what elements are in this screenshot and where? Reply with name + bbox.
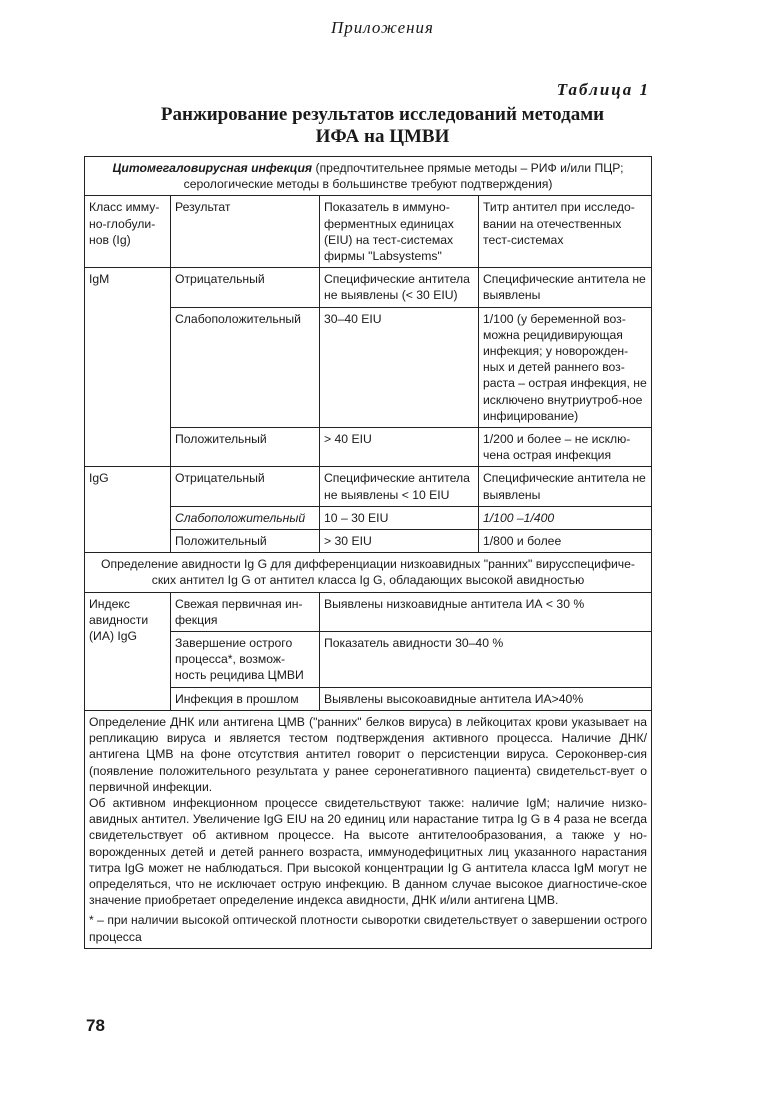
igm-result-2: Слабоположительный bbox=[171, 307, 320, 427]
igg-titer-3: 1/800 и более bbox=[479, 530, 652, 553]
igg-result-2: Слабоположительный bbox=[171, 506, 320, 529]
avidity-value-1: Выявлены низкоавидные антитела ИА < 30 % bbox=[320, 592, 652, 631]
running-head: Приложения bbox=[331, 18, 434, 37]
footnote: * – при наличии высокой оптической плотности сыворотки свидетельствует о завершении острого процесса bbox=[89, 913, 648, 944]
avidity-caption: Определение авидности Ig G для дифференциации низкоавидных "ранних" вирусспецифиче-ских антител Ig G от антител класса Ig G, обладающих высокой авидностью bbox=[85, 553, 652, 592]
cmv-results-table bbox=[84, 156, 652, 949]
igm-eiu-2: 30–40 EIU bbox=[320, 307, 479, 427]
igm-result-3: Положительный bbox=[171, 428, 320, 467]
igg-titer-1: Специфические антитела не выявлены bbox=[479, 467, 652, 506]
table-caption-row bbox=[85, 157, 652, 196]
table-row bbox=[85, 632, 652, 688]
avidity-state-1: Свежая первичная ин-фекция bbox=[171, 592, 320, 631]
avidity-value-3: Выявлены высокоавидные антитела ИА>40% bbox=[320, 687, 652, 710]
page-number: 78 bbox=[86, 1016, 105, 1035]
table-row bbox=[85, 307, 652, 427]
caption-rest: (предпочтительнее прямые методы – РИФ и/или ПЦР; серологические методы в большинстве требуют подтверждения) bbox=[183, 161, 624, 192]
table-title-line-1: Ранжирование результатов исследований методами bbox=[160, 104, 605, 125]
caption-bold: Цитомегаловирусная инфекция bbox=[112, 161, 313, 175]
table-caption bbox=[85, 157, 652, 196]
table-row bbox=[85, 530, 652, 553]
table-notes bbox=[85, 710, 652, 948]
notes-row bbox=[85, 710, 652, 948]
igg-eiu-2: 10 – 30 EIU bbox=[320, 506, 479, 529]
header-titer: Титр антител при исследо-вании на отечественных тест-системах bbox=[479, 196, 652, 268]
igm-titer-1: Специфические антитела не выявлены bbox=[479, 268, 652, 307]
avidity-caption-row bbox=[85, 553, 652, 592]
igm-titer-2: 1/100 (у беременной воз-можна рецидивирующая инфекция; у новорожден-ных и детей раннего воз-раста – острая инфекция, не исключено внутриутроб-ное инфицирование) bbox=[479, 307, 652, 427]
avidity-label: Индекс авидности (ИА) IgG bbox=[85, 592, 171, 710]
igm-eiu-3: > 40 EIU bbox=[320, 428, 479, 467]
note-paragraph-1: Определение ДНК или антигена ЦМВ ("ранних" белков вируса) в лейкоцитах крови указывает на репликацию вируса и является тестом подтверждения активного процесса. Наличие ДНК/антигена ЦМВ на фоне отсутствия антител говорит о персистенции вируса. Сероконвер-сия (появление положительного результата у ранее серонегативного пациента) свидетельст-вует о первичной инфекции. bbox=[89, 714, 648, 794]
header-eiu: Показатель в иммуно-ферментных единицах (EIU) на тест-системах фирмы "Labsystems" bbox=[320, 196, 479, 268]
table-title bbox=[0, 104, 765, 148]
table-row bbox=[85, 428, 652, 467]
header-result: Результат bbox=[171, 196, 320, 268]
table-label: Таблица 1 bbox=[556, 80, 650, 99]
igg-result-1: Отрицательный bbox=[171, 467, 320, 506]
igg-class: IgG bbox=[85, 467, 171, 553]
header-class: Класс имму-но-глобули-нов (Ig) bbox=[85, 196, 171, 268]
avidity-state-2: Завершение острого процесса*, возмож-ность рецидива ЦМВИ bbox=[171, 632, 320, 688]
table-row bbox=[85, 268, 652, 307]
avidity-state-3: Инфекция в прошлом bbox=[171, 687, 320, 710]
igm-class: IgM bbox=[85, 268, 171, 467]
igg-result-3: Положительный bbox=[171, 530, 320, 553]
igg-titer-2: 1/100 –1/400 bbox=[479, 506, 652, 529]
header-row bbox=[85, 196, 652, 268]
table-row bbox=[85, 467, 652, 506]
igm-titer-3: 1/200 и более – не исклю-чена острая инфекция bbox=[479, 428, 652, 467]
igm-eiu-1: Специфические антитела не выявлены (< 30 EIU) bbox=[320, 268, 479, 307]
avidity-value-2: Показатель авидности 30–40 % bbox=[320, 632, 652, 688]
note-paragraph-2: Об активном инфекционном процессе свидетельствуют также: наличие IgM; наличие низко-авидных антител. Увеличение IgG EIU на 20 единиц или нарастание титра Ig G в 4 раза не всегда свидетельствует об активном процессе. На высоте антителообразования, а также у но-ворожденных детей и детей раннего возраста, иммунодефицитных лиц указанного нарастания титра IgG может не наблюдаться. При высокой концентрации Ig G антитела класса IgM могут не определяться, что не исключает острую инфекцию. В данном случае высокое диагностиче-ское значение приобретает определение индекса авидности, ДНК и/или антигена ЦМВ. bbox=[89, 795, 648, 908]
igg-eiu-3: > 30 EIU bbox=[320, 530, 479, 553]
table-title-line-2: ИФА на ЦМВИ bbox=[315, 126, 450, 147]
igg-eiu-1: Специфические антитела не выявлены < 10 EIU bbox=[320, 467, 479, 506]
table-row bbox=[85, 592, 652, 631]
table-row bbox=[85, 506, 652, 529]
table-row bbox=[85, 687, 652, 710]
igm-result-1: Отрицательный bbox=[171, 268, 320, 307]
